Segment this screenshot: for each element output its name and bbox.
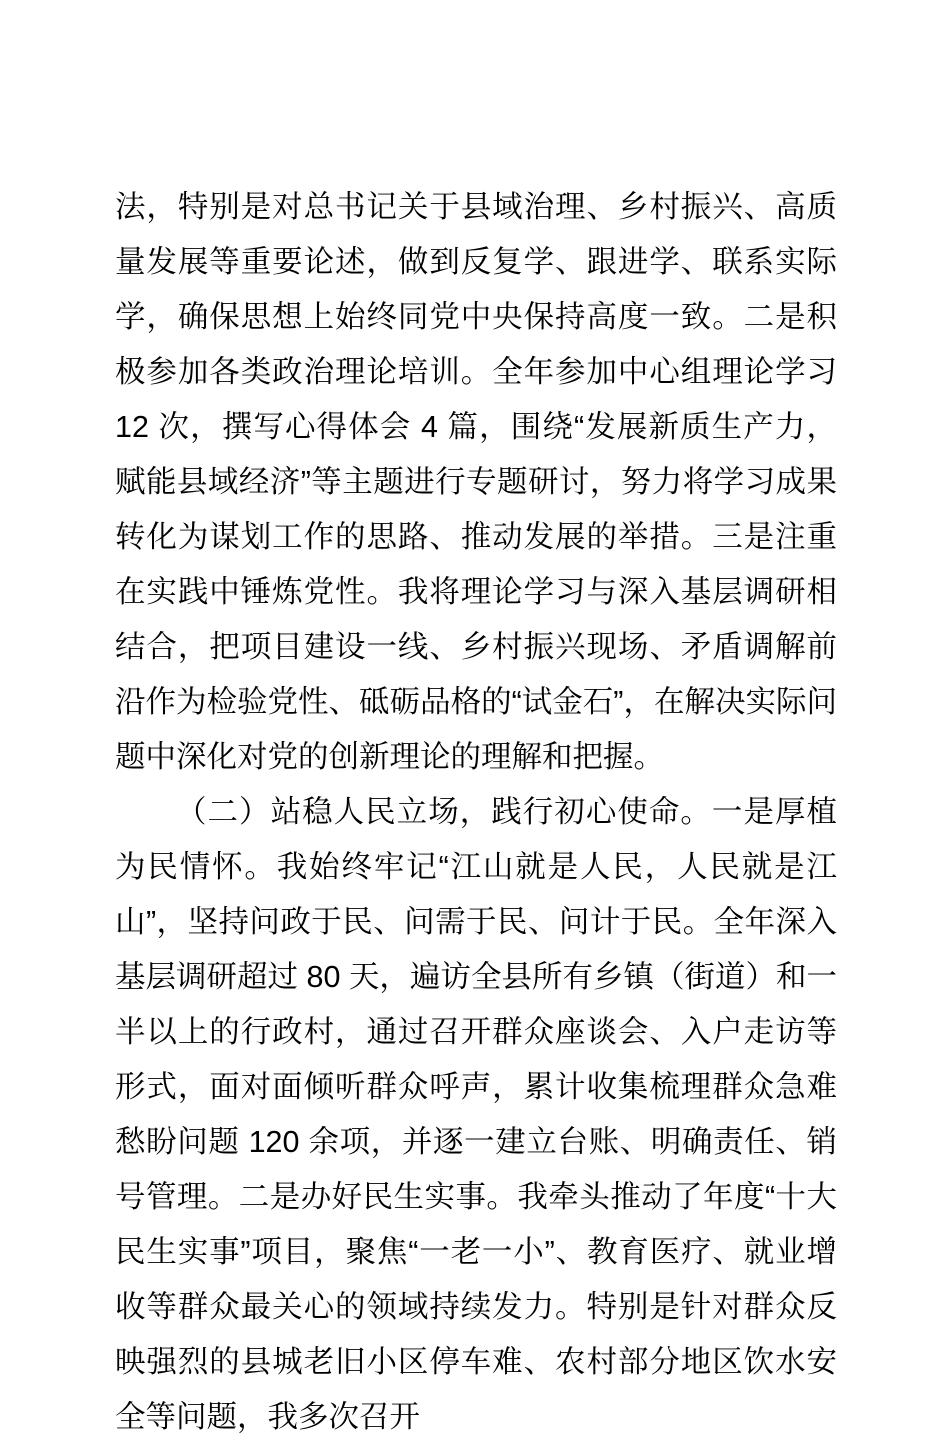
- paragraph-people-stance: （二）站稳人民立场，践行初心使命。一是厚植为民情怀。我始终牢记“江山就是人民，人民就是江山”，坚持问政于民、问需于民、问计于民。全年深入基层调研超过 80 天，遍访全县所有乡镇（街道）和一半以上的行政村，通过召开群众座谈会、入户走访等形式，面对面倾听群众呼声，累计收集梳理群众急难愁盼问题 120 余项，并逐一建立台账、明确责任、销号管理。二是办好民生实事。我牵头推动了年度“十大民生实事”项目，聚焦“一老一小”、教育医疗、就业增收等群众最关心的领域持续发力。特别是针对群众反映强烈的县城老旧小区停车难、农村部分地区饮水安全等问题，我多次召开: [115, 795, 837, 1434]
- paragraph-theoretical-study: 法，特别是对总书记关于县域治理、乡村振兴、高质量发展等重要论述，做到反复学、跟进学、联系实际学，确保思想上始终同党中央保持高度一致。二是积极参加各类政治理论培训。全年参加中心组理论学习 12 次，撰写心得体会 4 篇，围绕“发展新质生产力，赋能县域经济”等主题进行专题研讨，努力将学习成果转化为谋划工作的思路、推动发展的举措。三是注重在实践中锤炼党性。我将理论学习与深入基层调研相结合，把项目建设一线、乡村振兴现场、矛盾调解前沿作为检验党性、砥砺品格的“试金石”，在解决实际问题中深化对党的创新理论的理解和把握。: [115, 190, 837, 774]
- document-body: [115, 180, 837, 1445]
